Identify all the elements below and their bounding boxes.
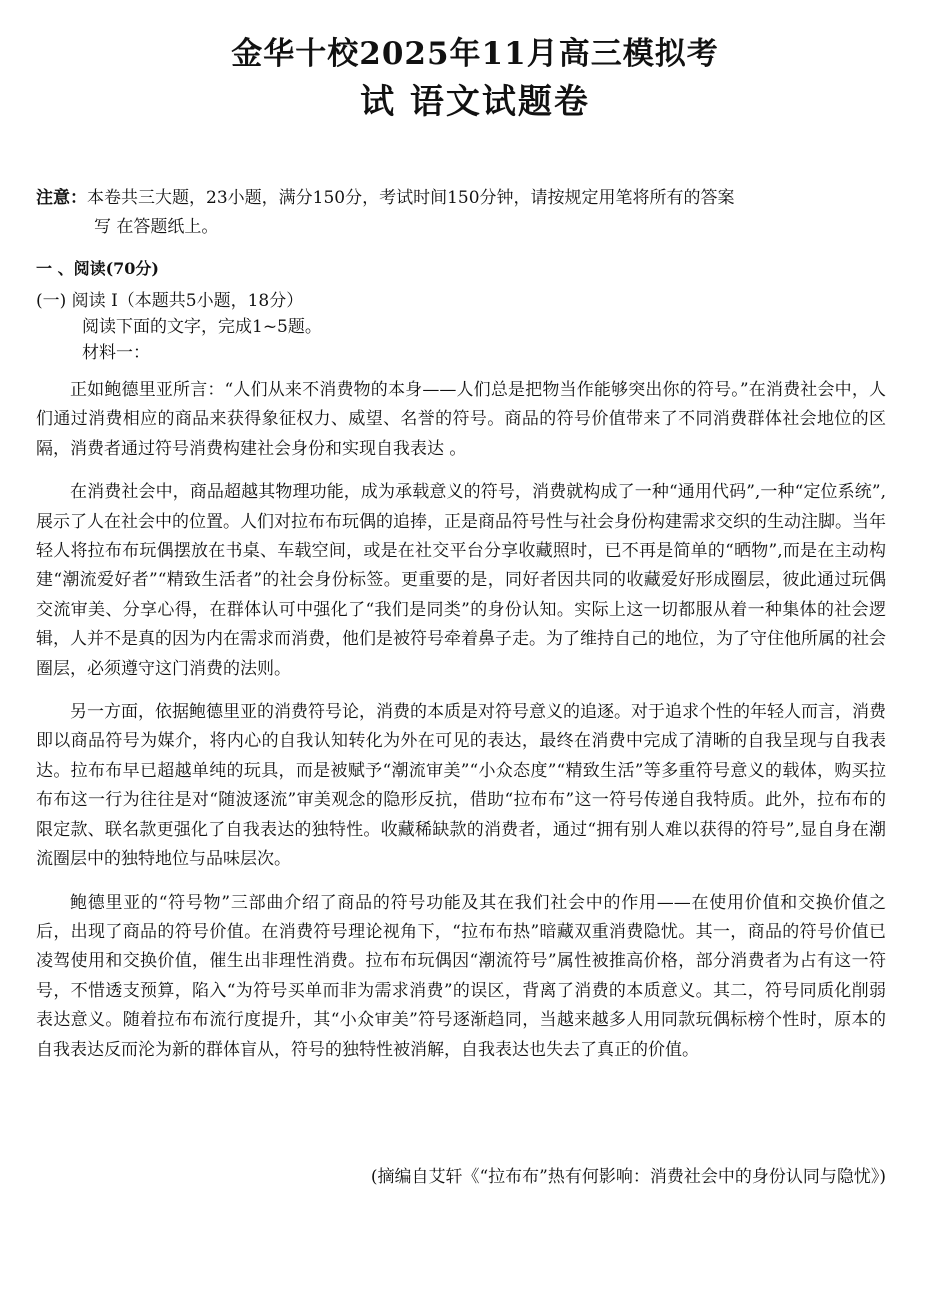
notice-line (36, 184, 886, 213)
paragraph: 鲍德里亚的“符号物”三部曲介绍了商品的符号功能及其在我们社会中的作用——在使用价值和交换价值之后，出现了商品的符号价值。在消费符号理论视角下，“拉布布热”暗藏双重消费隐忧。其一，商品的符号价值已凌驾使用和交换价值，催生出非理性消费。拉布布玩偶因“潮流符号”属性被推高价格，部分消费者为占有这一符号，不惜透支预算，陷入“为符号买单而非为需求消费”的误区，背离了消费的本质意义。其二，符号同质化削弱表达意义。随着拉布布流行度提升，其“小众审美”符号逐渐趋同，当越来越多人用同款玩偶标榜个性时，原本的自我表达反而沦为新的群体盲从，符号的独特性被消解，自我表达也失去了真正的价值。 (36, 892, 886, 1060)
exam-title: 金华十校2025年11月高三模拟考 (231, 36, 719, 72)
paragraph: 正如鲍德里亚所言：“人们从来不消费物的本身——人们总是把物当作能够突出你的符号。”在消费社会中，人们通过消费相应的商品来获得象征权力、威望、名誉的符号。商品的符号价值带来了不同消费群体社会地位的区隔，消费者通过符号消费构建社会身份和实现自我表达 。 (36, 380, 886, 459)
notice-text-continued: 写 在答题纸上。 (94, 217, 219, 237)
part-heading: (一) 阅读 I（本题共5小题，18分） (36, 291, 304, 311)
instruction: 阅读下面的文字，完成1~5题。 (82, 317, 322, 337)
notice-label: 注意： (36, 188, 87, 208)
notice-block (36, 184, 886, 242)
part-header (36, 288, 322, 366)
material-label: 材料一： (82, 343, 150, 363)
notice-text: 本卷共三大题，23小题，满分150分，考试时间150分钟，请按规定用笔将所有的答案 (87, 188, 735, 208)
reading-material (36, 376, 886, 1079)
paragraph: 在消费社会中，商品超越其物理功能，成为承载意义的符号，消费就构成了一种“通用代码”,一种“定位系统”,展示了人在社会中的位置。人们对拉布布玩偶的追捧，正是商品符号性与社会身份构建需求交织的生动注脚。当年轻人将拉布布玩偶摆放在书桌、车载空间，或是在社交平台分享收藏照时，已不再是简单的“晒物”,而是在主动构建“潮流爱好者”“精致生活者”的社会身份标签。更重要的是，同好者因共同的收藏爱好形成圈层，彼此通过玩偶交流审美、分享心得，在群体认可中强化了“我们是同类”的身份认知。实际上这一切都服从着一种集体的社会逻辑，人并不是真的因为内在需求而消费，他们是被符号牵着鼻子走。为了维持自己的地位，为了守住他所属的社会圈层，必须遵守这门消费的法则。 (36, 482, 886, 679)
section-heading: 一 、阅读(70分) (36, 259, 159, 278)
source-citation: (摘编自艾轩《“拉布布”热有何影响：消费社会中的身份认同与隐忧》) (370, 1167, 886, 1187)
paragraph: 另一方面，依据鲍德里亚的消费符号论，消费的本质是对符号意义的追逐。对于追求个性的年轻人而言，消费即以商品符号为媒介，将内心的自我认知转化为外在可见的表达，最终在消费中完成了清晰的自我呈现与自我表达。拉布布早已超越单纯的玩具，而是被赋予“潮流审美”“小众态度”“精致生活”等多重符号意义的载体，购买拉布布这一行为往往是对“随波逐流”审美观念的隐形反抗，借助“拉布布”这一符号传递自我特质。此外，拉布布的限定款、联名款更强化了自我表达的独特性。收藏稀缺款的消费者，通过“拥有别人难以获得的符号”,显自身在潮流圈层中的独特地位与品味层次。 (36, 702, 886, 870)
exam-subtitle: 试 语文试题卷 (360, 82, 590, 122)
